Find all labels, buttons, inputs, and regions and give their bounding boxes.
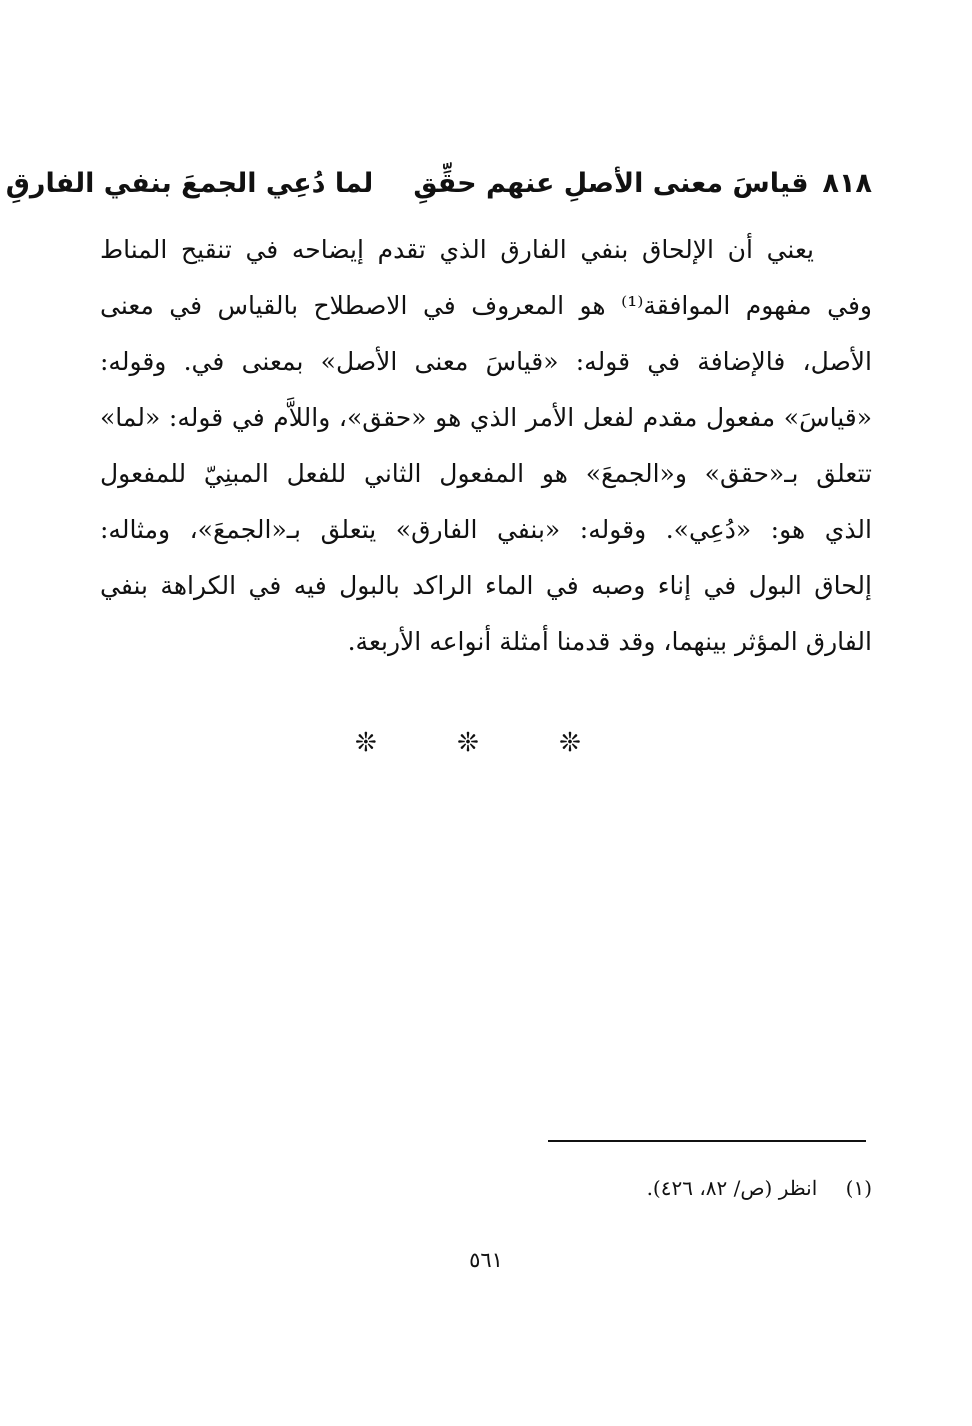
commentary-line: الذي هو: «دُعِي». وقوله: «بنفي الفارق» يتعلق بـ«الجمعَ»، ومثاله: (100, 515, 872, 544)
commentary-line: الفارق المؤثر بينهما، وقد قدمنا أمثلة أنواعه الأربعة. (347, 627, 872, 656)
footnote (100, 1168, 872, 1208)
verse-number: ٨١٨ (822, 168, 872, 199)
commentary-line: تتعلق بـ«حقق» و«الجمعَ» هو المفعول الثاني للفعل المبنِيّ للمفعول (100, 459, 872, 488)
verse-second-hemistich: لما دُعِي الجمعَ بنفي الفارقِ (5, 168, 374, 199)
footnote-text: انظر (ص/ ٨٢، ٤٢٦). (646, 1176, 818, 1200)
page-number: ٥٦١ (469, 1248, 503, 1272)
commentary-line: يعني أن الإلحاق بنفي الفارق الذي تقدم إيضاحه في تنقيح المناط (100, 235, 814, 264)
commentary-line: وفي مفهوم الموافقة⁽¹⁾ هو المعروف في الاصطلاح بالقياس في معنى (100, 291, 872, 320)
commentary-line: «قياسَ» مفعول مقدم لفعل الأمر الذي هو «حقق»، واللاَّم في قوله: «لما» (100, 403, 872, 432)
commentary-line: الأصل، فالإضافة في قوله: «قياسَ معنى الأصل» بمعنى في. وقوله: (100, 347, 872, 376)
verse-first-hemistich: قياسَ معنى الأصلِ عنهم حقِّقِ (413, 168, 809, 199)
verse-line (5, 160, 872, 208)
section-separator: ❊ ❊ ❊ (355, 728, 617, 758)
commentary-paragraph (100, 222, 872, 670)
footnote-marker: (١) (845, 1176, 872, 1200)
commentary-line: إلحاق البول في إناء وصبه في الماء الراكد بالبول فيه في الكراهة بنفي (100, 571, 872, 600)
footnote-divider (548, 1140, 866, 1142)
